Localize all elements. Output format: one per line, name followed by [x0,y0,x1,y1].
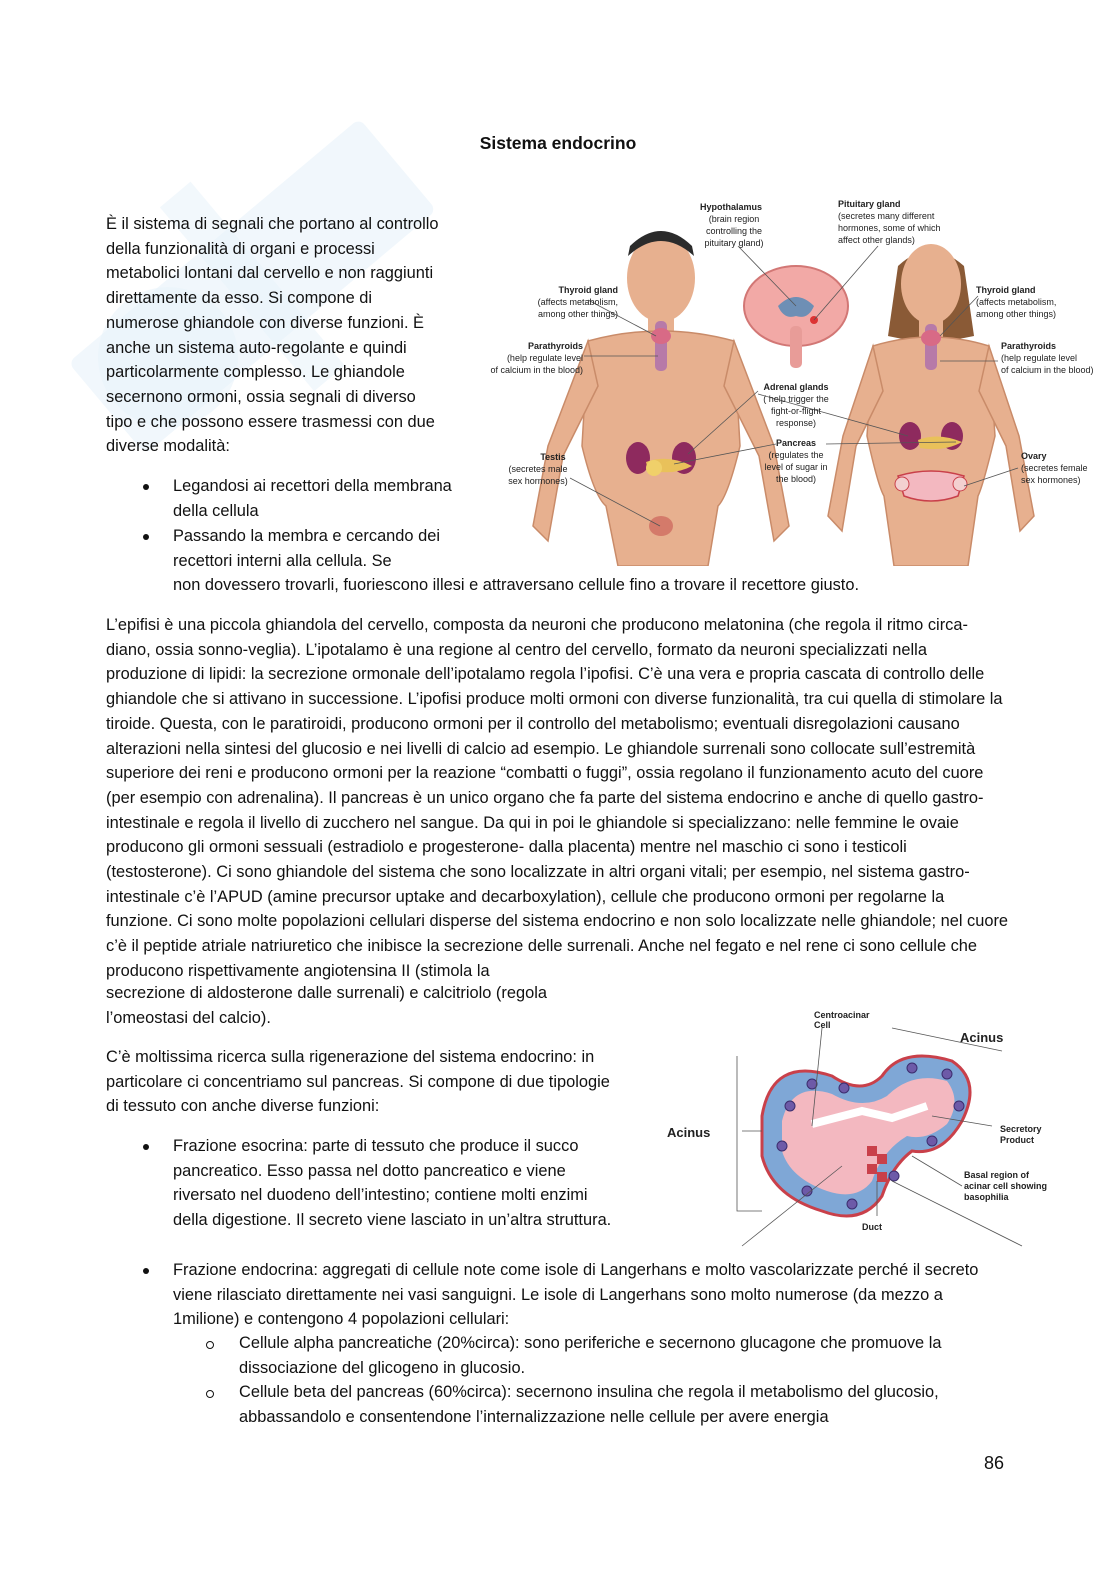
label-acinus-top: Acinus [960,1030,1004,1045]
svg-text:the blood): the blood) [775,474,817,484]
acinus-illustration [762,1056,970,1216]
label-adrenal: Adrenal glands [763,382,829,392]
endocrine-system-figure [478,196,1104,566]
svg-text:level of sugar in: level of sugar in [764,462,828,472]
label-hypothalamus: Hypothalamus [699,202,763,212]
svg-text:among other things): among other things) [976,309,1057,319]
svg-text:hormones, some of which: hormones, some of which [838,223,941,233]
svg-text:(regulates the: (regulates the [768,450,824,460]
subbullet-alpha: Cellule alpha pancreatiche (20%circa): sono periferiche e secernono glucagone che promuove la dissociazione del glicogeno in glucosio. [239,1334,942,1377]
subbullet-circle [206,1390,214,1398]
svg-text:response): response) [775,418,817,428]
label-pituitary: Pituitary gland [838,199,901,209]
subbullet-circle [206,1341,214,1349]
svg-text:sex hormones): sex hormones) [508,476,568,486]
label-duct: Duct [862,1222,882,1232]
intro-bullet-1: Legandosi ai recettori della membrana della cellula [173,477,452,520]
svg-text:( help trigger the: ( help trigger the [763,394,829,404]
svg-text:among other things): among other things) [537,309,618,319]
label-parathyroids-male: Parathyroids [527,341,583,351]
pancreatic-acinus-figure [662,1006,1062,1251]
label-pancreas: Pancreas [775,438,817,448]
label-parathyroids-female: Parathyroids [1001,341,1057,351]
svg-text:of calcium in the blood): of calcium in the blood) [490,365,583,375]
label-acinus-left: Acinus [667,1125,711,1140]
label-ovary: Ovary [1021,451,1047,461]
svg-text:(affects metabolism,: (affects metabolism, [976,297,1057,307]
label-basal: Basal region of [964,1170,1030,1180]
intro-bullet-2b: non dovessero trovarli, fuoriescono illesi e attraversano cellule fino a trovare il recettore giusto. [173,576,860,594]
label-thyroid-female: Thyroid gland [976,285,1036,295]
page-number: 86 [983,1453,1004,1473]
label-centroacinar: Centroacinar [814,1010,870,1020]
svg-text:basophilia: basophilia [964,1192,1009,1202]
intro-paragraph: È il sistema di segnali che portano al controllo della funzionalità di organi e processi metabolici lontani dal cervello e non raggiunti direttamente da esso. Si compone di numerose ghiandole con diverse funzioni. È anche un sistema auto-regolante e quindi particolarmente complesso. Le ghiandole secernono ormoni, ossia segnali di diverso tipo e che possono essere trasmessi con due diverse modalità: [106,215,439,456]
bullet-dot [143,1144,149,1150]
svg-text:Product: Product [1000,1135,1035,1145]
bullet-dot [143,1268,149,1274]
svg-text:sex hormones): sex hormones) [1021,475,1081,485]
male-body-illustration [533,231,789,566]
subbullet-beta: Cellule beta del pancreas (60%circa): secernono insulina che regola il metabolismo del glucosio, abbassandolo e consentendone l’internalizzazione nelle cellule per avere energia [239,1383,939,1426]
label-thyroid-male: Thyroid gland [558,285,618,295]
intro-bullet-2a: Passando la membra e cercando dei recettori interni alla cellula. Se [173,527,440,570]
svg-text:of calcium in the blood): of calcium in the blood) [1001,365,1094,375]
svg-text:(secretes many different: (secretes many different [838,211,935,221]
svg-text:acinar cell showing: acinar cell showing [964,1181,1048,1191]
svg-text:(affects metabolism,: (affects metabolism, [537,297,618,307]
bullet-dot [143,484,149,490]
svg-text:fight-or-flight: fight-or-flight [770,406,822,416]
svg-text:affect other glands): affect other glands) [838,235,915,245]
brain-illustration [744,266,848,368]
body-paragraph-2: C’è moltissima ricerca sulla rigenerazione del sistema endocrino: in particolare ci concentriamo sul pancreas. Si compone di due tipologie di tessuto con anche diverse funzioni: [106,1048,610,1116]
svg-text:(help regulate level: (help regulate level [506,353,583,363]
page-title: Sistema endocrino [479,133,637,153]
bullet-dot [143,534,149,540]
svg-text:(help regulate level: (help regulate level [1001,353,1078,363]
label-secretory: Secretory [1000,1124,1042,1134]
svg-text:(secretes male: (secretes male [508,464,568,474]
body-paragraph-1: L’epifisi è una piccola ghiandola del cervello, composta da neuroni che producono melatonina (che regola il ritmo circa-diano, ossia sonno-veglia). L’ipotalamo è una regione al centro del cervello, formato da neuroni specializzati nella produzione di lipidi: la secrezione ormonale dell’ipotalamo regola l’ipofisi. C’è una vera e propria cascata di controllo delle ghiandole che si attivano in successione. L’ipofisi produce molti ormoni con diverse funzionalità, tra cui quella di stimolare la tiroide. Questa, con le paratiroidi, producono ormoni per il controllo del metabolismo; eventuali disregolazioni causano alterazioni nella sintesi del glucosio e nei livelli di calcio ad esempio. Le ghiandole surrenali sono collocate sull’estremità superiore dei reni e producono ormoni per la reazione “combatti o fuggi”, ossia regolano il funzionamento acuto del cuore (per esempio con adrenalina). Il pancreas è un unico organo che fa parte del sistema endocrino e anche di quello gastro-intestinale e regola il livello di zucchero nel sangue. Da qui in poi le ghiandole si specializzano: nelle femmine le ovaie producono gli ormoni sessuali (estradiolo e progesterone- dalla placenta) mentre nel maschio ci sono i testicoli (testosterone). Ci sono ghiandole del sistema che sono localizzate in altri organi vitali; per esempio, nel sistema gastro-intestinale c’è l’APUD (amine precursor uptake and decarboxylation), cellule che producono ormoni per regolarne la funzione. Ci sono molte popolazioni cellulari disperse del sistema endocrino e non solo localizzate nelle ghiandole; nel cuore c’è il peptide atriale natriuretico che inibisce la secrezione delle surrenali. Anche nel fegato e nel rene ci sono cellule che producono rispettivamente angiotensina II (stimola la [106,616,1009,980]
svg-text:(brain region: (brain region [708,214,760,224]
svg-text:pituitary gland): pituitary gland) [704,238,764,248]
bullet-endocrine: Frazione endocrina: aggregati di cellule note come isole di Langerhans e molto vascolarizzate perché il secreto viene rilasciato direttamente nei vasi sanguigni. Le isole di Langerhans sono molto numerose (da mezzo a 1milione) e contengono 4 popolazioni cellulari: [173,1261,979,1329]
body-paragraph-1-tail: secrezione di aldosterone dalle surrenali) e calcitriolo (regola l’omeostasi del calcio). [106,984,547,1027]
label-testis: Testis [540,452,566,462]
bullet-exocrine: Frazione esocrina: parte di tessuto che produce il succo pancreatico. Esso passa nel dotto pancreatico e viene riversato nel duodeno dell’intestino; contiene molti enzimi della digestione. Il secreto viene lasciato in un’altra struttura. [173,1137,612,1230]
svg-text:controlling the: controlling the [705,226,763,236]
svg-text:(secretes female: (secretes female [1021,463,1088,473]
svg-text:Cell: Cell [814,1020,831,1030]
